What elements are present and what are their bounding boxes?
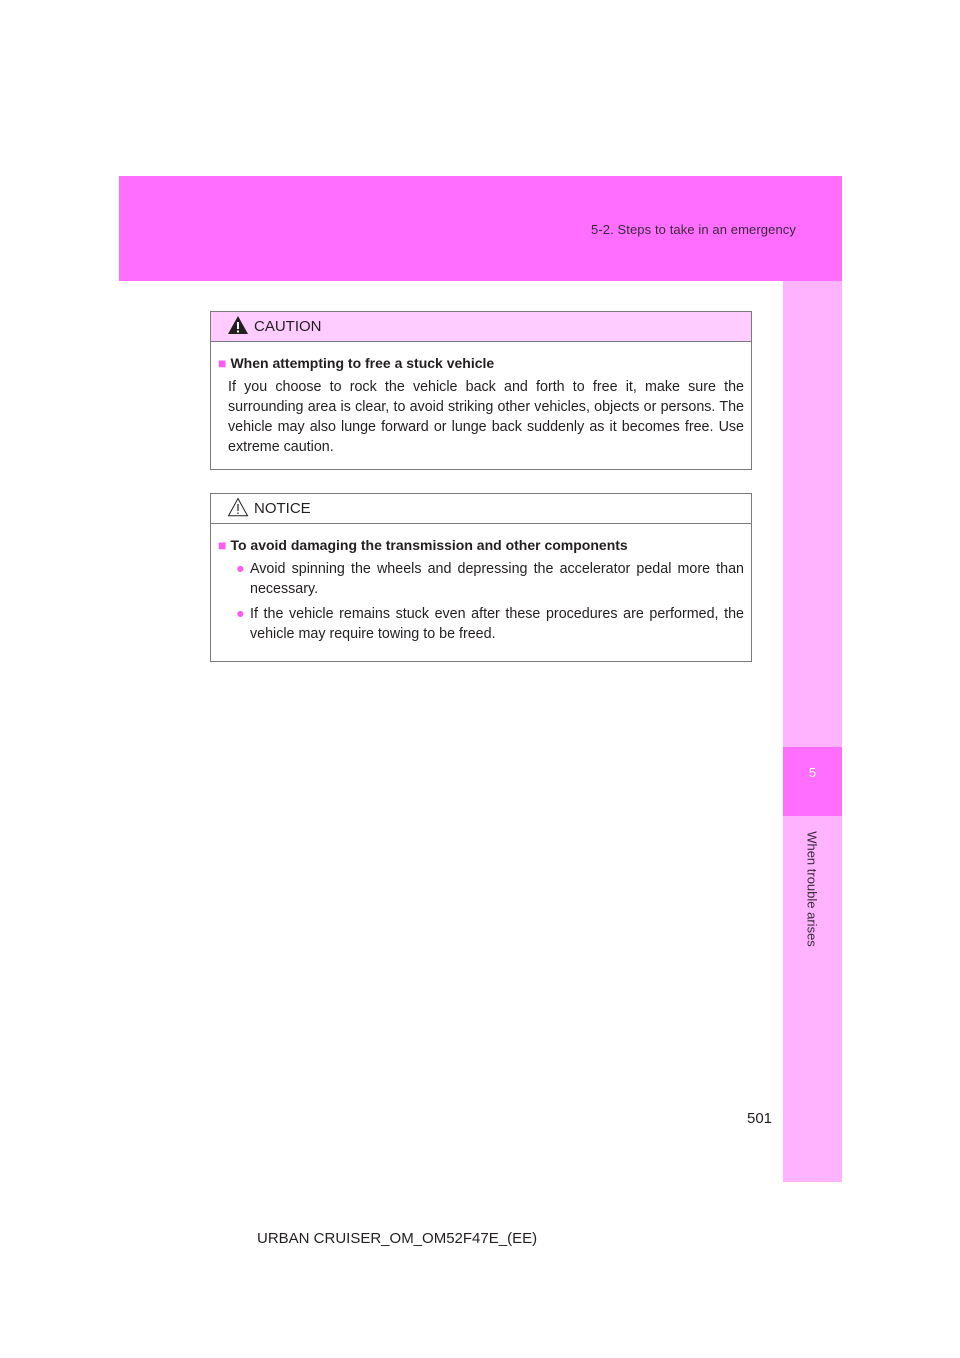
warning-triangle-filled-icon <box>227 315 249 340</box>
notice-bullet: ● Avoid spinning the wheels and depressing the accelerator pedal more than necessary. <box>236 561 744 597</box>
notice-box <box>210 493 752 662</box>
square-bullet-icon: ■ <box>218 355 227 371</box>
footer-doc-code: URBAN CRUISER_OM_OM52F47E_(EE) <box>257 1230 538 1247</box>
section-header: 5-2. Steps to take in an emergency <box>590 222 796 237</box>
caution-header <box>211 312 751 342</box>
warning-triangle-outline-icon <box>227 497 249 522</box>
page-number: 501 <box>747 1110 773 1127</box>
caution-body <box>211 342 751 469</box>
chapter-title: When trouble arises <box>804 831 820 947</box>
notice-label: NOTICE <box>254 500 311 517</box>
chapter-side-tab <box>783 281 842 1182</box>
caution-box <box>210 311 752 470</box>
notice-item-title: ■ To avoid damaging the transmission and other components <box>218 537 628 553</box>
caution-label: CAUTION <box>254 318 322 335</box>
round-bullet-icon: ● <box>236 561 245 577</box>
chapter-number-block <box>783 747 842 816</box>
notice-body <box>211 524 751 661</box>
chapter-number: 5 <box>808 765 817 780</box>
round-bullet-icon: ● <box>236 606 245 622</box>
square-bullet-icon: ■ <box>218 537 227 553</box>
caution-item-title: ■ When attempting to free a stuck vehicle <box>218 355 495 371</box>
caution-text: If you choose to rock the vehicle back and forth to free it, make sure the surrounding area is clear, to avoid striking other vehicles, objects or persons. The vehicle may also lunge forward or lunge back suddenly as it becomes free. Use extreme caution. <box>228 379 744 455</box>
notice-header <box>211 494 751 524</box>
header-band <box>119 176 842 281</box>
notice-bullet: ● If the vehicle remains stuck even after these procedures are performed, the vehicle may require towing to be freed. <box>236 606 744 642</box>
